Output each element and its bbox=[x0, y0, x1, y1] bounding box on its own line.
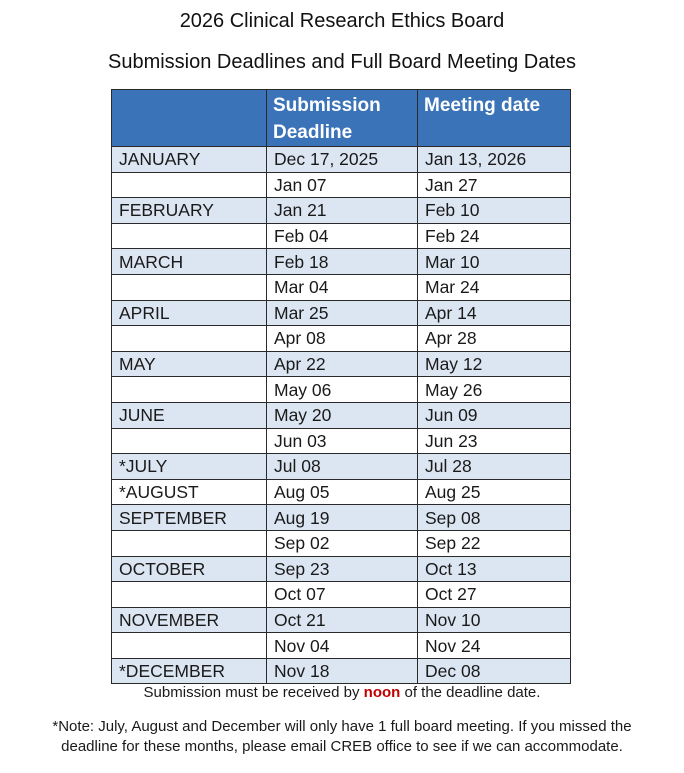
meeting-date-cell: Sep 22 bbox=[418, 530, 571, 556]
submission-deadline-cell: Nov 04 bbox=[267, 633, 418, 659]
footnote bbox=[0, 717, 684, 757]
month-cell: *DECEMBER bbox=[112, 658, 267, 684]
table-row bbox=[112, 223, 571, 249]
column-header-meeting-date: Meeting date bbox=[418, 90, 571, 147]
deadlines-table bbox=[111, 89, 571, 684]
submission-deadline-cell: Apr 22 bbox=[267, 351, 418, 377]
table-row bbox=[112, 530, 571, 556]
table-row bbox=[112, 274, 571, 300]
month-cell: *JULY bbox=[112, 454, 267, 480]
table-row bbox=[112, 505, 571, 531]
submission-deadline-cell: Aug 05 bbox=[267, 479, 418, 505]
month-cell: MAY bbox=[112, 351, 267, 377]
footnote-line-1: *Note: July, August and December will only have 1 full board meeting. If you missed the bbox=[52, 718, 632, 735]
meeting-date-cell: Apr 14 bbox=[418, 300, 571, 326]
submission-deadline-cell: Sep 02 bbox=[267, 530, 418, 556]
meeting-date-cell: Nov 10 bbox=[418, 607, 571, 633]
meeting-date-cell: May 12 bbox=[418, 351, 571, 377]
table-header-row bbox=[112, 90, 571, 147]
meeting-date-cell: May 26 bbox=[418, 377, 571, 403]
submission-deadline-cell: Jan 07 bbox=[267, 172, 418, 198]
noon-emphasis: noon bbox=[363, 684, 401, 701]
month-cell bbox=[112, 223, 267, 249]
month-cell: FEBRUARY bbox=[112, 198, 267, 224]
month-cell bbox=[112, 582, 267, 608]
meeting-date-cell: Feb 24 bbox=[418, 223, 571, 249]
table-row bbox=[112, 402, 571, 428]
month-cell: OCTOBER bbox=[112, 556, 267, 582]
table-row bbox=[112, 479, 571, 505]
noon-deadline-notice bbox=[0, 683, 684, 703]
meeting-date-cell: Aug 25 bbox=[418, 479, 571, 505]
submission-deadline-cell: Oct 21 bbox=[267, 607, 418, 633]
table-row bbox=[112, 300, 571, 326]
footnote-line-2: deadline for these months, please email CREB office to see if we can accommodate. bbox=[61, 738, 623, 755]
column-header-month bbox=[112, 90, 267, 147]
month-cell: NOVEMBER bbox=[112, 607, 267, 633]
table-row bbox=[112, 658, 571, 684]
table-row bbox=[112, 147, 571, 173]
table-row bbox=[112, 326, 571, 352]
month-cell: SEPTEMBER bbox=[112, 505, 267, 531]
meeting-date-cell: Nov 24 bbox=[418, 633, 571, 659]
month-cell: APRIL bbox=[112, 300, 267, 326]
column-header-submission-deadline: Submission Deadline bbox=[267, 90, 418, 147]
table-row bbox=[112, 454, 571, 480]
meeting-date-cell: Apr 28 bbox=[418, 326, 571, 352]
submission-deadline-cell: Feb 04 bbox=[267, 223, 418, 249]
meeting-date-cell: Dec 08 bbox=[418, 658, 571, 684]
table-body bbox=[112, 147, 571, 684]
month-cell: MARCH bbox=[112, 249, 267, 275]
submission-deadline-cell: May 20 bbox=[267, 402, 418, 428]
submission-deadline-cell: Jun 03 bbox=[267, 428, 418, 454]
month-cell bbox=[112, 633, 267, 659]
month-cell bbox=[112, 377, 267, 403]
table-row bbox=[112, 249, 571, 275]
submission-deadline-cell: Oct 07 bbox=[267, 582, 418, 608]
meeting-date-cell: Jan 27 bbox=[418, 172, 571, 198]
month-cell: JUNE bbox=[112, 402, 267, 428]
table-row bbox=[112, 351, 571, 377]
meeting-date-cell: Jul 28 bbox=[418, 454, 571, 480]
submission-deadline-cell: Aug 19 bbox=[267, 505, 418, 531]
table-row bbox=[112, 607, 571, 633]
noon-notice-text-after: of the deadline date. bbox=[400, 684, 541, 701]
month-cell bbox=[112, 428, 267, 454]
page-subtitle: Submission Deadlines and Full Board Meeting Dates bbox=[107, 51, 577, 73]
month-cell bbox=[112, 530, 267, 556]
table-row bbox=[112, 428, 571, 454]
submission-deadline-cell: Nov 18 bbox=[267, 658, 418, 684]
table-row bbox=[112, 633, 571, 659]
submission-deadline-cell: Jan 21 bbox=[267, 198, 418, 224]
submission-deadline-cell: Jul 08 bbox=[267, 454, 418, 480]
meeting-date-cell: Jan 13, 2026 bbox=[418, 147, 571, 173]
meeting-date-cell: Mar 24 bbox=[418, 274, 571, 300]
submission-deadline-cell: May 06 bbox=[267, 377, 418, 403]
meeting-date-cell: Jun 23 bbox=[418, 428, 571, 454]
month-cell bbox=[112, 326, 267, 352]
table-row bbox=[112, 582, 571, 608]
month-cell: JANUARY bbox=[112, 147, 267, 173]
month-cell bbox=[112, 172, 267, 198]
month-cell bbox=[112, 274, 267, 300]
meeting-date-cell: Feb 10 bbox=[418, 198, 571, 224]
table-row bbox=[112, 377, 571, 403]
table-row bbox=[112, 172, 571, 198]
meeting-date-cell: Oct 27 bbox=[418, 582, 571, 608]
submission-deadline-cell: Apr 08 bbox=[267, 326, 418, 352]
submission-deadline-cell: Mar 25 bbox=[267, 300, 418, 326]
submission-deadline-cell: Dec 17, 2025 bbox=[267, 147, 418, 173]
table-row bbox=[112, 556, 571, 582]
month-cell: *AUGUST bbox=[112, 479, 267, 505]
noon-notice-text-before: Submission must be received by bbox=[143, 684, 364, 701]
meeting-date-cell: Sep 08 bbox=[418, 505, 571, 531]
table-row bbox=[112, 198, 571, 224]
meeting-date-cell: Oct 13 bbox=[418, 556, 571, 582]
page-title: 2026 Clinical Research Ethics Board bbox=[179, 10, 505, 32]
meeting-date-cell: Jun 09 bbox=[418, 402, 571, 428]
meeting-date-cell: Mar 10 bbox=[418, 249, 571, 275]
submission-deadline-cell: Feb 18 bbox=[267, 249, 418, 275]
submission-deadline-cell: Mar 04 bbox=[267, 274, 418, 300]
submission-deadline-cell: Sep 23 bbox=[267, 556, 418, 582]
